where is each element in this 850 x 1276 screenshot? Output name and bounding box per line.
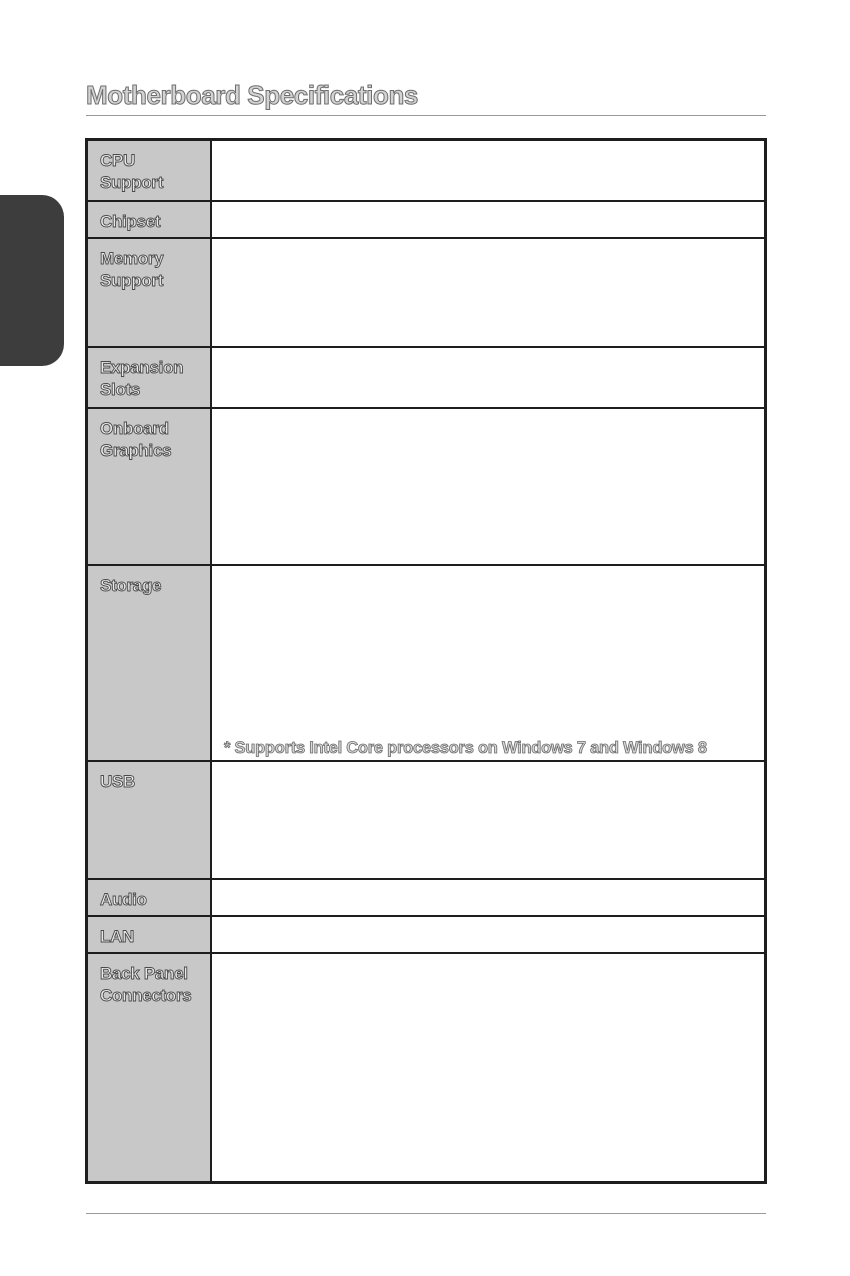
spec-value-storage	[211, 565, 766, 761]
specifications-table	[85, 138, 767, 1184]
spec-label-memory-support: Memory Support	[100, 248, 164, 290]
spec-label-lan: LAN	[100, 926, 135, 946]
spec-label-cell	[87, 761, 212, 879]
spec-label-cell	[87, 408, 212, 565]
spec-label-cell	[87, 565, 212, 761]
table-row	[87, 761, 766, 879]
title-divider	[86, 115, 766, 116]
table-row	[87, 565, 766, 761]
spec-value-cpu-support	[211, 140, 766, 201]
table-row	[87, 140, 766, 201]
spec-label-onboard-graphics: Onboard Graphics	[100, 418, 172, 460]
spec-label-cell	[87, 953, 212, 1183]
table-row	[87, 408, 766, 565]
chapter-side-tab	[0, 195, 64, 366]
spec-value-onboard-graphics	[211, 408, 766, 565]
spec-label-cell	[87, 347, 212, 408]
spec-value-lan	[211, 916, 766, 953]
spec-label-back-panel-connectors: Back Panel Connectors	[100, 963, 192, 1005]
page-title: Motherboard Specifications	[86, 80, 418, 110]
storage-footnote: * Supports Intel Core processors on Windows 7 and Windows 8	[224, 738, 707, 757]
footer-divider	[86, 1213, 766, 1214]
table-row	[87, 879, 766, 916]
spec-label-audio: Audio	[100, 889, 147, 909]
table-row	[87, 347, 766, 408]
spec-value-audio	[211, 879, 766, 916]
spec-label-cpu-support: CPU Support	[100, 151, 164, 192]
spec-label-usb: USB	[100, 771, 135, 791]
spec-value-back-panel-connectors	[211, 953, 766, 1183]
spec-label-cell	[87, 201, 212, 238]
spec-label-cell	[87, 916, 212, 953]
spec-label-cell	[87, 140, 212, 201]
spec-value-memory-support	[211, 238, 766, 347]
table-row	[87, 916, 766, 953]
table-row	[87, 953, 766, 1183]
spec-label-cell	[87, 879, 212, 916]
spec-label-expansion-slots: Expansion Slots	[100, 357, 184, 399]
spec-value-usb	[211, 761, 766, 879]
table-row	[87, 201, 766, 238]
spec-value-expansion-slots	[211, 347, 766, 408]
spec-label-chipset: Chipset	[100, 211, 161, 231]
table-row	[87, 238, 766, 347]
spec-label-storage: Storage	[100, 575, 162, 595]
spec-label-cell	[87, 238, 212, 347]
spec-value-chipset	[211, 201, 766, 238]
